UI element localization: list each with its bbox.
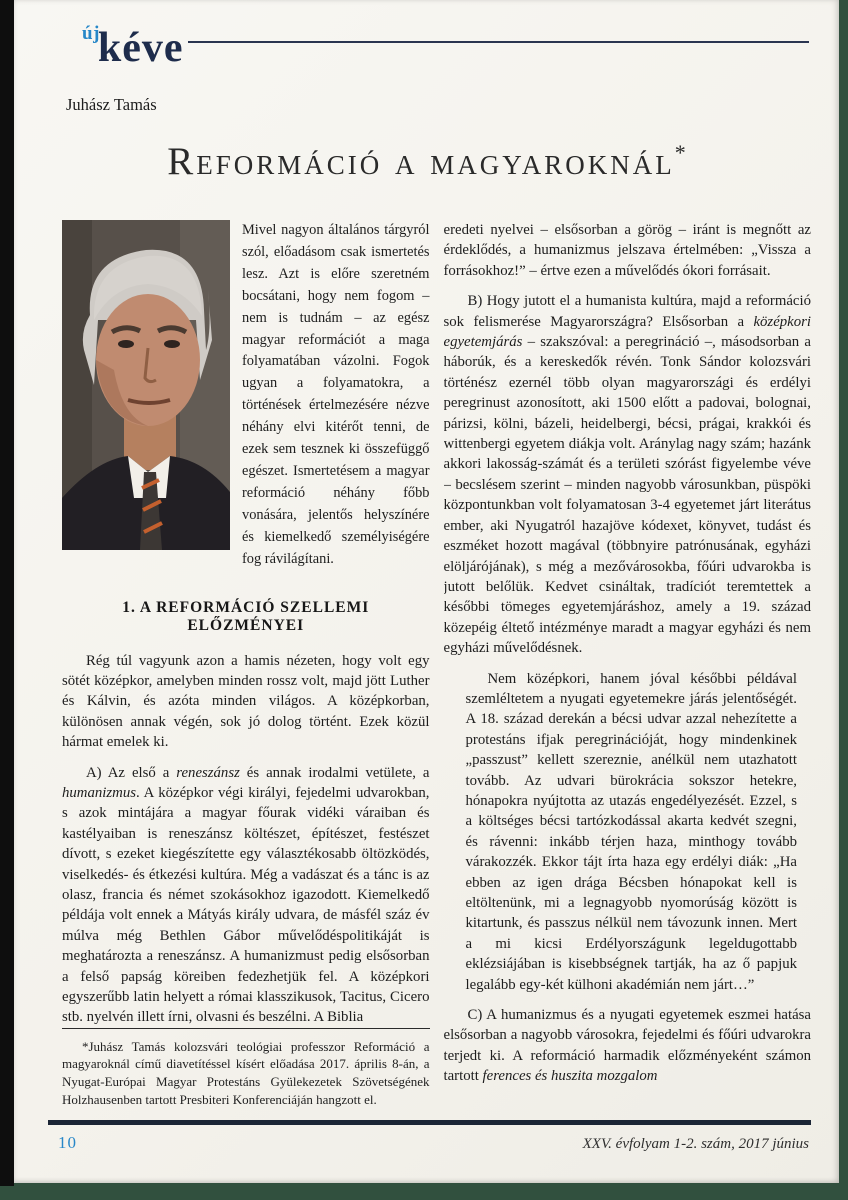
issue-info: XXV. évfolyam 1-2. szám, 2017 június [582, 1136, 809, 1152]
paragraph: Rég túl vagyunk azon a hamis nézeten, hogy volt egy sötét középkor, amelyben minden rossz volt, majd jött Luther és Kálvin, és azóta minden világos. A középkorban, különösen annak végén, sok jó dolog történt. Ezek közül hármat emelek ki. [62, 652, 430, 751]
author-name: Juhász Tamás [66, 95, 157, 114]
left-column [62, 220, 430, 1112]
section-heading: 1. A REFORMÁCIÓ SZELLEMI ELŐZMÉNYEI [122, 598, 370, 634]
article-columns [14, 220, 839, 1112]
paragraph: eredeti nyelvei – elsősorban a görög – iránt is megnőtt az érdeklődés, a humanizmus jelszava értelmében: „Vissza a forrásokhoz!” – értve ezen a művelődés ókori forrásait. [443, 222, 811, 279]
footnote-asterisk-mark: * [674, 140, 686, 165]
author-portrait-photo [62, 220, 230, 550]
page-number: 10 [58, 1133, 77, 1152]
page-footer [14, 1125, 839, 1153]
footnote [62, 1028, 430, 1112]
paragraph-b: B) Hogy jutott el a humanista kultúra, majd a reformáció sok felismerése Magyarországra? Elsősorban a középkori egyetemjárás – szakszóval: a peregrináció –, másodsorban a háborúk, és a kereskedők révén. Tonk Sándor kolozsvári történész ezernél több olyan magyarországi és erdélyi peregrinust azonosított, aki 1500 előtt a padovai, bolognai, párizsi, kölni, bázeli, heidelbergi, bécsi, prágai, krakkói és wittenbergi egyetem diákja volt. Aránylag nagy szám; hazánk akkori lakosság-számát és a területi szórást figyelembe véve – becslésem szerint – minden nagyobb városunkban, püspöki központunkban volt folyamatosan 3-4 egyetemet járt literátus ember, aki Nyugatról hazajöve kódexet, könyvet, tudást és eszméket hozott magával (többnyire patrónusának, egyházi elöljárójának), s még a mezővárosokba, főúri udvarokba is jutott belőlük. Kedvet csináltak, tradíciót teremtettek a későbbi tömeges egyetemjáráshoz, amely a 19. század közepéig éltető intézménye maradt a magyar egyházi és nem egyházi művelődésnek. [443, 293, 811, 657]
intro-paragraph: Mivel nagyon általános tárgyról szól, előadásom csak ismertetés lesz. Azt is előre szeretném bocsátani, hogy nem fogom – nem is tudnám – az egész magyar reformációt a maga folyamatában vázolni. Fogok ugyan a folyamatokra, a történések értelmezésére nézve néhány elvi kitérőt tenni, de ezek sem tesznek ki összefüggő egészet. Ismertetésem a magyar reformáció néhány főbb vonására, jelentős helyszínére és kiemelkedő személyiségére fog rávilágítani. [242, 222, 430, 567]
right-column [444, 220, 812, 1112]
article-title-text: Reformáció a magyaroknál [167, 140, 675, 183]
logo-name: kéve [97, 25, 184, 71]
masthead-rule [188, 41, 809, 43]
magazine-page [14, 0, 839, 1183]
intro-section [62, 220, 430, 571]
footnote-text: *Juhász Tamás kolozsvári teológiai professzor Reformáció a magyaroknál című diavetítéssel kísért előadása 2017. április 8-án, a Nyugat-Európai Magyar Protestáns Gyülekezetek Szövetségének Holzhausenben tartott Presbiteri Konferenciáján hangzott el. [62, 1038, 430, 1107]
masthead [14, 0, 839, 69]
page-header [14, 0, 839, 184]
ujkeve-logo [82, 24, 184, 69]
paragraph-c: C) A humanizmus és a nyugati egyetemek eszmei hatása elsősorban a nagyobb városokra, fejedelmi és főúri udvarokra terjedt ki. A reformáció harmadik előzményeként számon tartott ferences és huszita mozgalom [443, 1007, 811, 1085]
block-quote [444, 669, 812, 996]
logo-prefix: új [82, 23, 100, 44]
article-title [14, 139, 839, 184]
scan-left-edge [0, 0, 14, 1186]
quote-text: Nem középkori, hanem jóval későbbi példával szemléltetem a nyugati egyetemekre járás jelentőségét. A 18. század derekán a bécsi udvar azzal nehezítette a protestáns ifjak peregrinációját, hogy mindenkinek „passzust” kellett szereznie, anélkül nem utazhatott tovább. Az udvari bürokrácia sokszor hetekre, hónapokra nyújtotta az utazás engedélyezését. Ezzel, s a költséges bécsi tartózkodással akarta kedvét szegni, és rávenni: inkább térjen haza, minthogy tovább várakozzék. Ekkor tájt írta haza egy erdélyi diák: „Ha ebben az igen drága Bécsben hónapokat kell is eltöltenünk, mi a legnagyobb nyomorúság között is kitartunk, és passzus nélkül nem távozunk innen. Mert a mi kicsi Erdélyországunk legeldugottabb eklézsiájában is kisebbségnek tartják, ha az ő papjuk legalább egy-két külhoni akadémián nem járt…” [465, 670, 797, 993]
paragraph-a: A) Az első a reneszánsz és annak irodalmi vetülete, a humanizmus. A középkor végi királyi, fejedelmi udvarokban, s azok mintájára a magyar főurak vidéki váraiban és kastélyaiban is reneszánsz költészet, építészet, festészet dívott, s ezeket kiegészítette egy választékosabb öltözködés, viselkedés- és étkezési kultúra. Még a vadászat és a tánc is az olasz, francia és német szokásokhoz igazodott. Kiemelkedő példája volt ennek a Mátyás király udvara, de másfél száz év múlva még Bethlen Gábor művelődéspolitikáját is meghatározta a reneszánsz. A humanizmust pedig elsősorban a felső papság köreiben fedezhetjük fel. A középkori egyszerűbb latin helyett a római klasszikusok, Tacitus, Cicero stb. nyelvén illett írni, olvasni és beszélni. A Biblia [62, 764, 430, 1026]
